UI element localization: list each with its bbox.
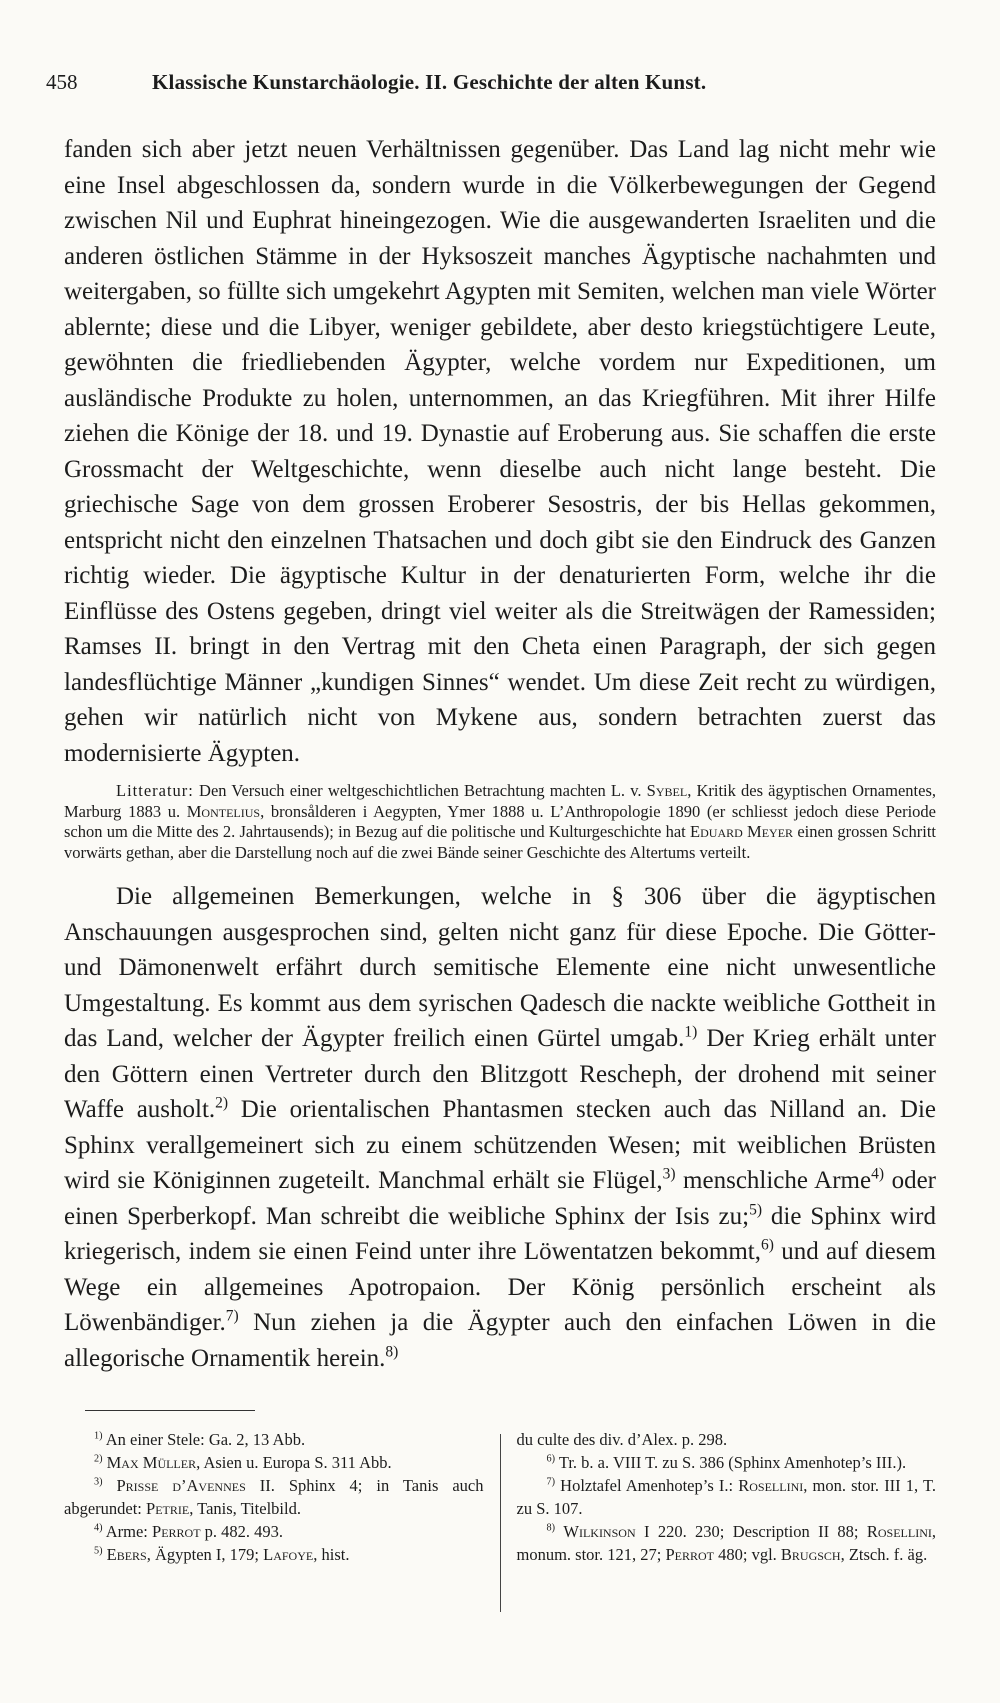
footnote-text: 480; vgl. xyxy=(713,1545,781,1564)
footnote-text: p. 482. 493. xyxy=(200,1522,284,1541)
footnote-8 xyxy=(517,1520,937,1566)
footnotes xyxy=(64,1428,936,1612)
footnote-mark: 7) xyxy=(546,1476,556,1488)
footnote-2 xyxy=(64,1451,484,1474)
author-name: Perrot xyxy=(152,1522,201,1541)
author-name: Rosellini xyxy=(866,1522,932,1541)
footnote-text: , hist. xyxy=(313,1545,350,1564)
footnote-ref: 5) xyxy=(749,1201,762,1219)
footnote-text: , mon. stor. III 1, T. zu S. 107. xyxy=(516,1476,937,1518)
paragraph-1: fanden sich aber jetzt neuen Verhältnissen gegenüber. Das Land lag nicht mehr wie eine Insel abgeschlossen da, sondern wurde in die Völkerbewegungen der Gegend zwischen Nil und Euphrat hineingezogen. Wie die ausgewanderten Israeliten und die anderen östlichen Stämme in der Hyksoszeit manches Ägyptische nachahmten und weitergaben, so füllte sich umgekehrt Agypten mit Semiten, welchen man viele Wörter ablernte; diese und die Libyer, weniger gebildete, aber desto kriegstüchtigere Leute, gewöhnten die friedliebenden Ägypter, welche vordem nur Expeditionen, um ausländische Produkte zu holen, unternommen, an das Kriegführen. Mit ihrer Hilfe ziehen die Könige der 18. und 19. Dynastie auf Eroberung aus. Sie schaffen die erste Grossmacht der Weltgeschichte, wenn dieselbe auch nicht lange besteht. Die griechische Sage von dem grossen Eroberer Sesostris, der bis Hellas gekommen, entspricht nicht den einzelnen Thatsachen und doch gibt sie den Eindruck des Ganzen richtig wieder. Die ägyptische Kultur in der denaturierten Form, welche ihr die Einflüsse des Ostens gegeben, dringt viel weiter als die Streitwägen der Ramessiden; Ramses II. bringt in den Vertrag mit den Cheta einen Paragraph, der sich gegen landesflüchtige Männer „kundigen Sinnes“ wendet. Um diese Zeit recht zu würdigen, gehen wir natürlich nicht von Mykene aus, sondern betrachten zuerst das modernisierte Ägypten. xyxy=(64,136,936,767)
footnote-text: II. Sphinx 4; in Tanis auch abgerundet: xyxy=(64,1476,484,1518)
text-run: Nun ziehen ja die Ägypter auch den einfachen Löwen in die allegorische Ornamentik herein. xyxy=(64,1309,936,1372)
footnote-text: An einer Stele: Ga. 2, 13 Abb. xyxy=(102,1430,306,1449)
literature-text: , bronsålderen i Aegypten, Ymer 1888 u. L’Anthropologie 1890 (er schliesst jedoch diese Periode schon um die Mitte des 2. Jahrtausends); in Bezug auf die politische und Kulturgeschichte hat xyxy=(64,801,936,841)
footnote-mark: 1) xyxy=(94,1430,103,1442)
footnote-5 xyxy=(64,1543,484,1566)
footnote-text: , Ägypten I, 179; xyxy=(146,1545,264,1564)
footnote-ref: 2) xyxy=(215,1094,229,1112)
author-name: Eduard Meyer xyxy=(690,822,794,841)
page-header xyxy=(46,62,946,102)
text-run: menschliche Arme xyxy=(675,1167,872,1194)
footnote-text: , Asien u. Europa S. 311 Abb. xyxy=(196,1453,392,1472)
text-run: oder einen Sperberkopf. Man schreibt die weibliche Sphinx der Isis zu; xyxy=(64,1167,937,1230)
author-name: Ebers xyxy=(106,1545,147,1564)
author-name: Max Müller xyxy=(106,1453,197,1472)
footnote-mark: 8) xyxy=(546,1522,556,1534)
running-title: Klassische Kunstarchäologie. II. Geschichte der alten Kunst. xyxy=(152,70,707,94)
footnote-text: Tr. b. a. VIII T. zu S. 386 (Sphinx Amenhotep’s III.). xyxy=(555,1453,907,1472)
page-number: 458 xyxy=(46,70,78,94)
footnote-3 xyxy=(64,1474,484,1520)
footnote-text: Arme: xyxy=(102,1522,153,1541)
author-name: Perrot xyxy=(665,1545,714,1564)
footnote-mark: 4) xyxy=(94,1522,103,1534)
footnote-text: , Tanis, Titelbild. xyxy=(189,1499,301,1518)
literature-text: Den Versuch einer weltgeschichtlichen Betrachtung machten L. v. xyxy=(193,781,647,800)
footnotes-right-column xyxy=(501,1428,937,1612)
footnote-mark: 5) xyxy=(94,1545,103,1557)
author-name: Prisse d’Avennes xyxy=(116,1476,246,1495)
footnote-1 xyxy=(64,1428,484,1451)
footnote-7 xyxy=(517,1474,937,1520)
footnote-text: , Ztsch. f. äg. xyxy=(840,1545,928,1564)
author-name: Lafoye xyxy=(263,1545,314,1564)
footnote-mark: 2) xyxy=(94,1453,103,1465)
text-run: Die orientalischen Phantasmen stecken auch das Nilland an. Die Sphinx verallgemeinert sich zu einem schützenden Wesen; mit weiblichen Brüsten wird sie Königinnen zugeteilt. Manchmal erhält sie Flügel, xyxy=(64,1096,937,1194)
author-name: Brugsch xyxy=(780,1545,841,1564)
footnote-5-continued: du culte des div. d’Alex. p. 298. xyxy=(516,1430,728,1449)
footnote-rule xyxy=(85,1410,255,1411)
footnote-ref: 3) xyxy=(662,1165,676,1183)
footnote-ref: 6) xyxy=(760,1236,774,1254)
footnote-ref: 1) xyxy=(684,1023,698,1041)
footnote-ref: 8) xyxy=(385,1343,399,1361)
author-name: Petrie xyxy=(146,1499,190,1518)
literature-note xyxy=(64,781,936,863)
literature-label: Litteratur: xyxy=(116,781,194,800)
literature-text: , Kritik des ägyptischen Ornamentes, Marburg 1883 u. xyxy=(64,781,936,821)
footnote-ref: 4) xyxy=(871,1165,885,1183)
footnote-4 xyxy=(64,1520,484,1543)
footnote-ref: 7) xyxy=(225,1307,239,1325)
literature-text: einen grossen Schritt vorwärts gethan, aber die Darstellung noch auf die zwei Bände seiner Geschichte des Altertums verteilt. xyxy=(64,822,937,862)
author-name: Sybel xyxy=(646,781,688,800)
text-run: die Sphinx wird kriegerisch, indem sie einen Feind unter ihre Löwentatzen bekommt, xyxy=(64,1202,937,1265)
main-text xyxy=(64,132,936,1376)
author-name: Montelius xyxy=(186,801,261,821)
author-name: Rosellini xyxy=(738,1476,804,1495)
author-name: Wilkinson xyxy=(563,1522,636,1541)
footnote-text: , monum. stor. 121, 27; xyxy=(516,1522,936,1564)
text-run: Der Krieg erhält unter den Göttern einen Vertreter durch den Blitzgott Rescheph, der drohend mit seiner Waffe ausholt. xyxy=(64,1025,936,1123)
footnote-mark: 3) xyxy=(94,1476,103,1488)
footnote-6 xyxy=(517,1451,937,1474)
text-run: Die allgemeinen Bemerkungen, welche in § 306 über die ägyptischen Anschauungen ausgesprochen sind, gelten nicht ganz für diese Epoche. Die Götter- und Dämonenwelt erfährt durch semitische Elemente eine nicht unwesentliche Umgestaltung. Es kommt aus dem syrischen Qadesch die nackte weibliche Gottheit in das Land, welcher der Ägypter freilich einen Gürtel umgab. xyxy=(64,883,936,1052)
paragraph-2 xyxy=(64,879,936,1376)
footnotes-left-column xyxy=(64,1428,500,1612)
text-run: und auf diesem Wege ein allgemeines Apotropaion. Der König persönlich erscheint als Löwenbändiger. xyxy=(64,1238,937,1336)
footnote-text: Holztafel Amenhotep’s I.: xyxy=(555,1476,739,1495)
footnote-text: I 220. 230; Description II 88; xyxy=(635,1522,867,1541)
footnote-mark: 6) xyxy=(546,1453,556,1465)
